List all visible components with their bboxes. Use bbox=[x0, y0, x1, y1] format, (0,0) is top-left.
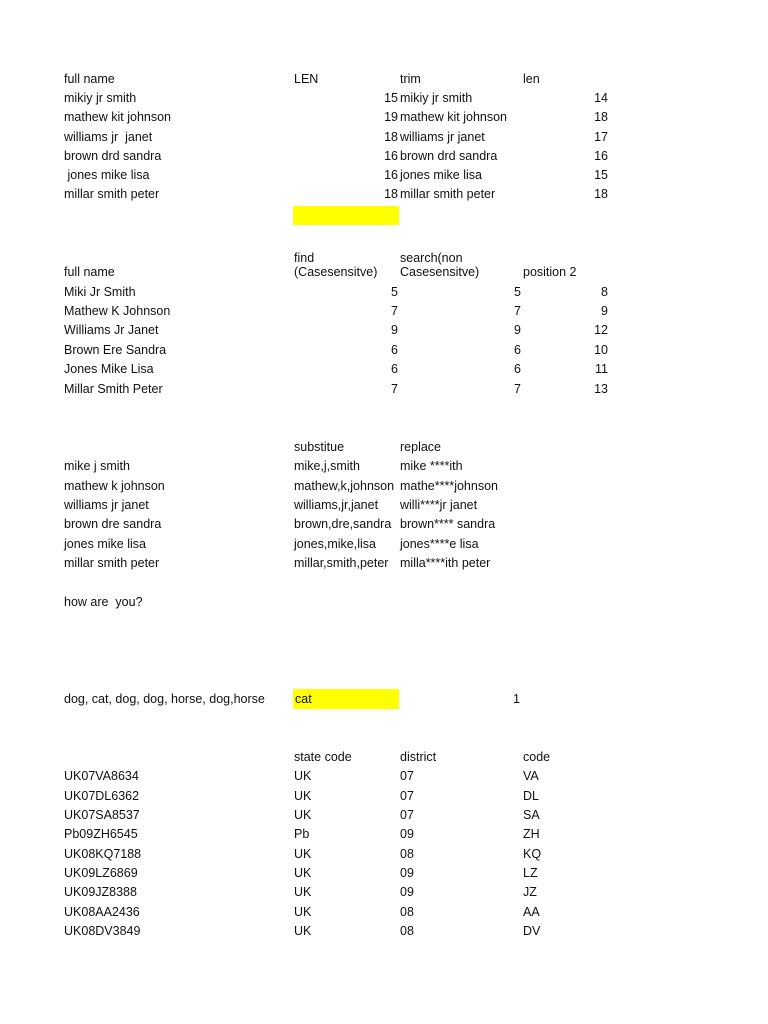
header-search-note: Casesensitve) bbox=[400, 265, 480, 279]
header-len: LEN bbox=[294, 72, 319, 86]
header-trim: trim bbox=[400, 72, 421, 86]
s3-substitute: mathew,k,johnson bbox=[294, 479, 395, 493]
s1-len2: 14 bbox=[594, 91, 608, 105]
s2-name: Brown Ere Sandra bbox=[64, 343, 167, 357]
s2-position: 11 bbox=[595, 362, 608, 376]
s3-name: brown dre sandra bbox=[64, 517, 162, 531]
s6-code: JZ bbox=[523, 885, 537, 899]
s1-name: mikiy jr smith bbox=[64, 91, 137, 105]
s6-state: UK bbox=[294, 905, 312, 919]
s1-name: jones mike lisa bbox=[64, 168, 150, 182]
s2-search: 6 bbox=[514, 343, 521, 357]
s2-search: 9 bbox=[514, 323, 521, 337]
s6-full-code: UK08DV3849 bbox=[64, 924, 141, 938]
question-text: how are you? bbox=[64, 595, 143, 609]
header-district: district bbox=[400, 750, 437, 764]
s6-full-code: UK09JZ8388 bbox=[64, 885, 137, 899]
header-position-2: position 2 bbox=[523, 265, 577, 279]
s6-state: UK bbox=[294, 808, 312, 822]
s3-replace: jones****e lisa bbox=[400, 537, 479, 551]
s6-code: KQ bbox=[523, 847, 542, 861]
s1-name: williams jr janet bbox=[64, 130, 153, 144]
header-find-note: (Casesensitve) bbox=[294, 265, 378, 279]
s3-name: williams jr janet bbox=[64, 498, 149, 512]
s2-position: 12 bbox=[594, 323, 608, 337]
s6-code: DL bbox=[523, 789, 539, 803]
s1-trim: millar smith peter bbox=[400, 187, 496, 201]
s3-name: jones mike lisa bbox=[64, 537, 146, 551]
header-substitute: substitue bbox=[294, 440, 345, 454]
header-full-name: full name bbox=[64, 72, 115, 86]
s2-search: 6 bbox=[514, 362, 521, 376]
s1-name: mathew kit johnson bbox=[64, 110, 172, 124]
s1-len: 18 bbox=[384, 187, 398, 201]
s2-find: 7 bbox=[391, 382, 398, 396]
s6-code: AA bbox=[523, 905, 540, 919]
s1-len2: 16 bbox=[594, 149, 608, 163]
s1-len: 16 bbox=[384, 168, 398, 182]
s2-position: 9 bbox=[601, 304, 608, 318]
s3-replace: mike ****ith bbox=[400, 459, 463, 473]
s3-name: mike j smith bbox=[64, 459, 130, 473]
s1-trim: mathew kit johnson bbox=[400, 110, 508, 124]
s6-code: LZ bbox=[523, 866, 538, 880]
s6-code: SA bbox=[523, 808, 540, 822]
s1-trim: williams jr janet bbox=[400, 130, 485, 144]
s2-find: 7 bbox=[391, 304, 398, 318]
s2-position: 10 bbox=[594, 343, 608, 357]
s6-district: 08 bbox=[400, 905, 414, 919]
s6-code: DV bbox=[523, 924, 541, 938]
s2-find: 6 bbox=[391, 343, 398, 357]
s2-name: Millar Smith Peter bbox=[64, 382, 163, 396]
s6-full-code: UK07SA8537 bbox=[64, 808, 140, 822]
s2-name: Williams Jr Janet bbox=[64, 323, 159, 337]
s3-replace: brown**** sandra bbox=[400, 517, 496, 531]
s1-len: 18 bbox=[384, 130, 398, 144]
lookup-value: cat bbox=[295, 692, 312, 706]
s6-state: UK bbox=[294, 789, 312, 803]
s6-code: VA bbox=[523, 769, 539, 783]
s3-replace: willi****jr janet bbox=[400, 498, 478, 512]
s2-find: 9 bbox=[391, 323, 398, 337]
s1-len2: 18 bbox=[594, 110, 608, 124]
s6-state: UK bbox=[294, 885, 312, 899]
s2-name: Mathew K Johnson bbox=[64, 304, 171, 318]
animal-list: dog, cat, dog, dog, horse, dog,horse bbox=[64, 692, 265, 706]
s3-substitute: brown,dre,sandra bbox=[294, 517, 392, 531]
s3-replace: mathe****johnson bbox=[400, 479, 498, 493]
s1-len2: 15 bbox=[594, 168, 608, 182]
count-result: 1 bbox=[513, 692, 520, 706]
s2-position: 13 bbox=[594, 382, 608, 396]
header-state-code: state code bbox=[294, 750, 352, 764]
s6-district: 09 bbox=[400, 866, 414, 880]
s1-len: 15 bbox=[384, 91, 398, 105]
s6-district: 08 bbox=[400, 847, 414, 861]
s6-district: 07 bbox=[400, 789, 414, 803]
s3-substitute: mike,j,smith bbox=[294, 459, 360, 473]
s6-full-code: UK08KQ7188 bbox=[64, 847, 142, 861]
s6-code: ZH bbox=[523, 827, 540, 841]
header-len-after-trim: len bbox=[523, 72, 540, 86]
header-full-name: full name bbox=[64, 265, 115, 279]
s1-len: 19 bbox=[384, 110, 398, 124]
s6-state: UK bbox=[294, 847, 312, 861]
s2-search: 5 bbox=[514, 285, 521, 299]
s1-len2: 18 bbox=[594, 187, 608, 201]
s1-name: millar smith peter bbox=[64, 187, 160, 201]
s1-trim: mikiy jr smith bbox=[400, 91, 473, 105]
s6-full-code: UK09LZ6869 bbox=[64, 866, 138, 880]
s6-district: 07 bbox=[400, 808, 414, 822]
s1-trim: jones mike lisa bbox=[400, 168, 482, 182]
s3-substitute: williams,jr,janet bbox=[294, 498, 379, 512]
s6-state: Pb bbox=[294, 827, 310, 841]
s2-search: 7 bbox=[514, 382, 521, 396]
s6-district: 09 bbox=[400, 827, 414, 841]
s6-state: UK bbox=[294, 769, 312, 783]
s3-substitute: millar,smith,peter bbox=[294, 556, 389, 570]
s1-len2: 17 bbox=[594, 130, 608, 144]
header-code: code bbox=[523, 750, 551, 764]
s1-len: 16 bbox=[384, 149, 398, 163]
s6-state: UK bbox=[294, 924, 312, 938]
s2-name: Miki Jr Smith bbox=[64, 285, 136, 299]
s2-search: 7 bbox=[514, 304, 521, 318]
s1-name: brown drd sandra bbox=[64, 149, 162, 163]
s6-full-code: UK07VA8634 bbox=[64, 769, 139, 783]
s3-substitute: jones,mike,lisa bbox=[294, 537, 376, 551]
s1-trim: brown drd sandra bbox=[400, 149, 498, 163]
s6-district: 08 bbox=[400, 924, 414, 938]
s3-replace: milla****ith peter bbox=[400, 556, 491, 570]
header-replace: replace bbox=[400, 440, 441, 454]
highlighted-empty-cell[interactable] bbox=[293, 206, 399, 225]
s2-name: Jones Mike Lisa bbox=[64, 362, 154, 376]
s6-state: UK bbox=[294, 866, 312, 880]
header-search: search(non bbox=[400, 251, 463, 265]
header-find: find bbox=[294, 251, 315, 265]
s6-district: 09 bbox=[400, 885, 414, 899]
s2-find: 5 bbox=[391, 285, 398, 299]
s6-full-code: Pb09ZH6545 bbox=[64, 827, 138, 841]
s6-full-code: UK08AA2436 bbox=[64, 905, 140, 919]
s3-name: millar smith peter bbox=[64, 556, 160, 570]
s3-name: mathew k johnson bbox=[64, 479, 165, 493]
s6-full-code: UK07DL6362 bbox=[64, 789, 140, 803]
s6-district: 07 bbox=[400, 769, 414, 783]
s2-find: 6 bbox=[391, 362, 398, 376]
s2-position: 8 bbox=[601, 285, 608, 299]
